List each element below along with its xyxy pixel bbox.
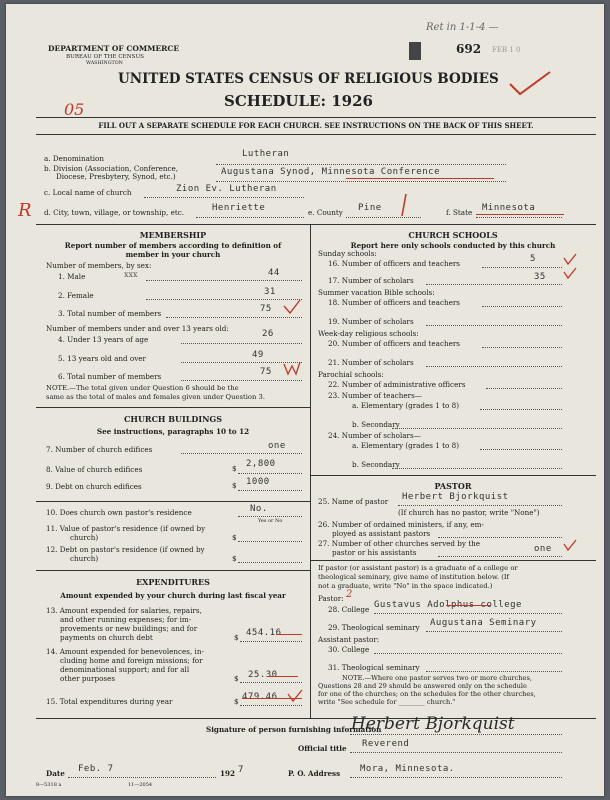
q23-label: 23. Number of teachers—: [328, 391, 422, 400]
membership-intro: Number of members, by sex:: [46, 261, 152, 270]
q15-label: 15. Total expenditures during year: [46, 697, 173, 706]
form-title: UNITED STATES CENSUS OF RELIGIOUS BODIES: [118, 71, 499, 87]
q27-value: one: [534, 544, 552, 554]
q14-label-2: cluding home and foreign missions; for: [60, 656, 203, 665]
q9-value: 1000: [246, 477, 270, 487]
q13-label-4: payments on church debt: [60, 633, 153, 642]
q25-value: Herbert Bjorkquist: [402, 492, 509, 502]
form-code: 11—2054: [128, 782, 153, 788]
q19-label: 19. Number of scholars: [328, 317, 414, 326]
red-handwritten-number: 05: [64, 100, 85, 119]
q13-label-2: and other running expenses; for im-: [60, 615, 192, 624]
q8-dollar: $: [232, 464, 237, 473]
q23a-label: a. Elementary (grades 1 to 8): [352, 401, 459, 410]
q1-label: 1. Male: [58, 272, 86, 281]
q29-value: Augustana Seminary: [430, 618, 537, 628]
q6-label: 6. Total number of members: [58, 372, 162, 381]
city-town-label: d. City, town, village, or township, etc.: [44, 208, 185, 217]
state-value: Minnesota: [482, 203, 536, 213]
q13-dollar: $: [234, 633, 239, 642]
schools-title: CHURCH SCHOOLS: [408, 230, 498, 240]
q26-label-2: ployed as assistant pastors: [332, 529, 431, 538]
q14-label-4: other purposes: [60, 674, 116, 683]
schedule-title: SCHEDULE: 1926: [224, 92, 373, 110]
form-number: 8—5318 a: [36, 782, 62, 788]
q11-label-1: 11. Value of pastor's residence (if owned by: [46, 524, 206, 533]
q12-label-2: church): [70, 554, 99, 563]
pastor-note-1: NOTE.—Where one pastor serves two or more churches,: [342, 674, 532, 682]
q23b-label: b. Secondary: [352, 420, 400, 429]
q16-label: 16. Number of officers and teachers: [328, 259, 460, 268]
year-digit: 7: [238, 765, 244, 775]
official-title-label: Official title: [298, 744, 347, 753]
membership-mid: Number of members under and over 13 years old:: [46, 324, 229, 333]
county-value: Pine: [358, 203, 382, 213]
department-label: DEPARTMENT OF COMMERCE: [48, 44, 180, 53]
q27-label-1: 27. Number of other churches served by the: [318, 539, 481, 548]
po-address-label: P. O. Address: [288, 769, 341, 778]
stamp-number: 692: [456, 42, 482, 56]
red-tick-mark: [398, 192, 414, 218]
q21-label: 21. Number of scholars: [328, 358, 414, 367]
q10-value: No.: [250, 504, 268, 514]
q3-value: 75: [260, 304, 272, 314]
expenditures-title: EXPENDITURES: [136, 577, 210, 587]
city-label: WASHINGTON: [86, 61, 123, 66]
stamp-icon: [409, 42, 421, 60]
q8-value: 2,800: [246, 459, 276, 469]
membership-note-2: same as the total of males and females given under Question 3.: [46, 393, 265, 401]
q24b-label: b. Secondary: [352, 460, 400, 469]
q29-label: 29. Theological seminary: [328, 623, 420, 632]
pastor-sub-label: Pastor:: [318, 594, 344, 603]
q8-label: 8. Value of church edifices: [46, 465, 143, 474]
county-label: e. County: [308, 208, 343, 217]
q25-hint: (If church has no pastor, write "None"): [398, 508, 540, 517]
q14-dollar: $: [234, 674, 239, 683]
parochial-label: Parochial schools:: [318, 370, 384, 379]
pastor-intro-2: theological seminary, give name of institution below. (If: [318, 573, 510, 581]
q24-label: 24. Number of scholars—: [328, 431, 421, 440]
q6-value: 75: [260, 367, 272, 377]
q25-label: 25. Name of pastor: [318, 497, 389, 506]
q15-dollar: $: [234, 697, 239, 706]
q5-value: 49: [252, 350, 264, 360]
q12-dollar: $: [232, 554, 237, 563]
q12-label-1: 12. Debt on pastor's residence (if owned by: [46, 545, 205, 554]
q17-value: 35: [534, 272, 546, 282]
q28-label: 28. College: [328, 605, 370, 614]
date-value: Feb. 7: [78, 764, 114, 774]
q17-label: 17. Number of scholars: [328, 276, 414, 285]
q9-dollar: $: [232, 481, 237, 490]
q9-label: 9. Debt on church edifices: [46, 482, 142, 491]
summer-label: Summer vacation Bible schools:: [318, 288, 435, 297]
q11-dollar: $: [232, 533, 237, 542]
buildings-sub: See instructions, paragraphs 10 to 12: [96, 427, 250, 436]
weekday-label: Week-day religious schools:: [318, 329, 419, 338]
division-value: Augustana Synod, Minnesota Conference: [221, 167, 440, 177]
q14-value: 25.30: [248, 670, 278, 680]
q15-value: 479.46: [242, 692, 278, 702]
red-handwritten-r: R: [18, 200, 32, 221]
schools-sub: Report here only schools conducted by this church: [350, 241, 556, 250]
denomination-label: a. Denomination: [44, 154, 104, 163]
q28-value: Gustavus Adolphus college: [374, 600, 522, 610]
q26-label-1: 26. Number of ordained ministers, if any, em-: [318, 520, 484, 529]
q2-label: 2. Female: [58, 291, 94, 300]
po-address-value: Mora, Minnesota.: [360, 764, 455, 774]
q22-label: 22. Number of administrative officers: [328, 380, 466, 389]
division-label-2: Diocese, Presbytery, Synod, etc.): [56, 172, 176, 181]
q5-label: 5. 13 years old and over: [58, 354, 146, 363]
pastor-intro-1: If pastor (or assistant pastor) is a graduate of a college or: [318, 564, 518, 572]
handwritten-note: Ret in 1-1-4 —: [426, 22, 499, 33]
membership-sub1: Report number of members according to definition of: [64, 241, 282, 250]
q16-value: 5: [530, 254, 536, 264]
buildings-title: CHURCH BUILDINGS: [124, 414, 222, 424]
local-name-label: c. Local name of church: [44, 188, 132, 197]
q13-label-3: provements or new buildings; and for: [60, 624, 198, 633]
signature-label: Signature of person furnishing information: [206, 725, 382, 734]
date-label: Date: [46, 769, 65, 778]
bureau-label: BUREAU OF THE CENSUS: [66, 54, 145, 60]
q24a-label: a. Elementary (grades 1 to 8): [352, 441, 459, 450]
pastor-note-3: for one of the churches; on the schedules for the other churches,: [318, 690, 536, 698]
pastor-title: PASTOR: [434, 481, 472, 491]
year-prefix: 192: [220, 769, 236, 778]
q1-value: 44: [268, 268, 280, 278]
membership-note-1: NOTE.—The total given under Question 6 should be the: [46, 384, 239, 392]
q7-label: 7. Number of church edifices: [46, 445, 153, 454]
instruction-line: FILL OUT A SEPARATE SCHEDULE FOR EACH CHURCH. SEE INSTRUCTIONS ON THE BACK OF THIS SHEET.: [98, 121, 534, 130]
membership-sub2: member in your church: [125, 250, 221, 259]
q30-label: 30. College: [328, 645, 370, 654]
q13-value: 454.16: [246, 628, 282, 638]
q27-label-2: pastor or his assistants: [332, 548, 417, 557]
q4-label: 4. Under 13 years of age: [58, 335, 149, 344]
expenditures-sub: Amount expended by your church during last fiscal year: [60, 591, 286, 600]
state-label: f. State: [446, 208, 473, 217]
q10-label: 10. Does church own pastor's residence: [46, 508, 192, 517]
q10-hint: Yes or No: [258, 518, 283, 524]
census-form-page: DEPARTMENT OF COMMERCE BUREAU OF THE CENSUS WASHINGTON UNITED STATES CENSUS OF RELIGIOUS BODIES SCHEDULE: 1926 692 FEB 1 0 Ret in 1-1-4 — 05 R FILL OUT A SEPARATE SCHEDULE FOR EACH CHURCH. SEE INSTRUCTIONS ON THE BACK OF THIS SHEET. a. Denomination Lutheran b. Division (Association, Conference, Diocese, Presbytery, Synod, etc.) Augustana Synod, Minnesota Conference c. Local name of church Zion Ev. Lutheran d. City, town, village, or township, etc. Henriette e. County Pine f. State Minnesota MEMBERSHIP Report number of members according to definition of member in your church Number of members, by sex: 1. Male xxx 44 2. Female 31 3. Total number of members 75 Number of members under and over 13 years old: 4. Under 13 years of age 26 5. 13 years old and over 49 6. Total number of members 75 NOTE.—The total given under Question 6 should be the same as the total of males and females given under Question 3. CHURCH BUILDINGS See instructions, paragraphs 10 to 12 7. Number of church edifices one 8. Value of church edifices $ 2,800 9. Debt on church edifices $ 1000 10. Does church own pastor's residence No. Yes or No 11. Value of pastor's residence (if owned by church) $ 12. Debt on pastor's residence (if owned by church) $ EXPENDITURES Amount expended by your church during last fiscal year 13. Amount expended for salaries, repairs, and other running expenses; for im- provements or new buildings; and for payments on church debt $ 454.16 14. Amount expended for benevolences, in- cluding home and foreign missions; for denominational support; and for all other purposes $ 25.30 15. Total expenditures during year $ 479.46 CHURCH SCHOOLS Report here only schools conducted by this church Sunday schools: 16. Number of officers and teachers 5 17. Number of scholars 35 Summer vacation Bible schools: 18. Number of officers and teachers 19. Number of scholars Week-day religious schools: 20. Number of officers and teachers 21. Number of scholars Parochial schools: 22. Number of administrative officers 23. Number of teachers— a. Elementary (grades 1 to 8) b. Secondary 24. Number of scholars— a. Elementary (grades 1 to 8) b. Secondary PASTOR 25. Name of pastor Herbert Bjorkquist (If church has no pastor, write "None") 26. Number of ordained ministers, if any, em- ployed as assistant pastors 27. Number of other churches served by the pastor or his assistants one If pastor (or assistant pastor) is a graduate of a college or theological seminary, give name of institution below. (If not a graduate, write "No" in the space indicated.) Pastor: 2 28. College Gustavus Adolphus college 29. Theological seminary Augustana Seminary Assistant pastor: 30. College 31. Theological seminary NOTE.—Where one pastor serves two or more churches, Questions 28 and 29 should be answered only on the schedule for one of the churches; on the schedules for the other churches, write "See schedule for ________ church." Signature of person furnishing information Herbert Bjorkquist Official title Reverend Date Feb. 7 192 7 P. O. Address Mora, Minnesota. 8—5318 a 11—2054: [6, 4, 604, 796]
q14-label-3: denominational support; and for all: [60, 665, 190, 674]
q2-value: 31: [264, 287, 276, 297]
division-label-1: b. Division (Association, Conference,: [44, 164, 179, 173]
pastor-intro-3: not a graduate, write "No" in the space indicated.): [318, 582, 493, 590]
q14-label-1: 14. Amount expended for benevolences, in-: [46, 647, 204, 656]
q3-label: 3. Total number of members: [58, 309, 162, 318]
city-town-value: Henriette: [212, 203, 266, 213]
q11-label-2: church): [70, 533, 99, 542]
signature-value: Herbert Bjorkquist: [351, 714, 515, 734]
pastor-note-4: write "See schedule for ________ church.": [318, 698, 456, 706]
q20-label: 20. Number of officers and teachers: [328, 339, 460, 348]
official-title-value: Reverend: [362, 739, 410, 749]
red-check-mark: [506, 68, 554, 98]
q4-value: 26: [262, 329, 274, 339]
q18-label: 18. Number of officers and teachers: [328, 298, 460, 307]
denomination-value: Lutheran: [242, 149, 290, 159]
q13-label-1: 13. Amount expended for salaries, repairs,: [46, 606, 202, 615]
sunday-label: Sunday schools:: [318, 249, 377, 258]
stamp-date: FEB 1 0: [492, 46, 521, 54]
q31-label: 31. Theological seminary: [328, 663, 420, 672]
pastor-note-2: Questions 28 and 29 should be answered only on the schedule: [318, 682, 527, 690]
local-name-value: Zion Ev. Lutheran: [176, 184, 277, 194]
assistant-pastor-label: Assistant pastor:: [318, 635, 380, 644]
q7-value: one: [268, 441, 286, 451]
membership-title: MEMBERSHIP: [139, 230, 207, 240]
